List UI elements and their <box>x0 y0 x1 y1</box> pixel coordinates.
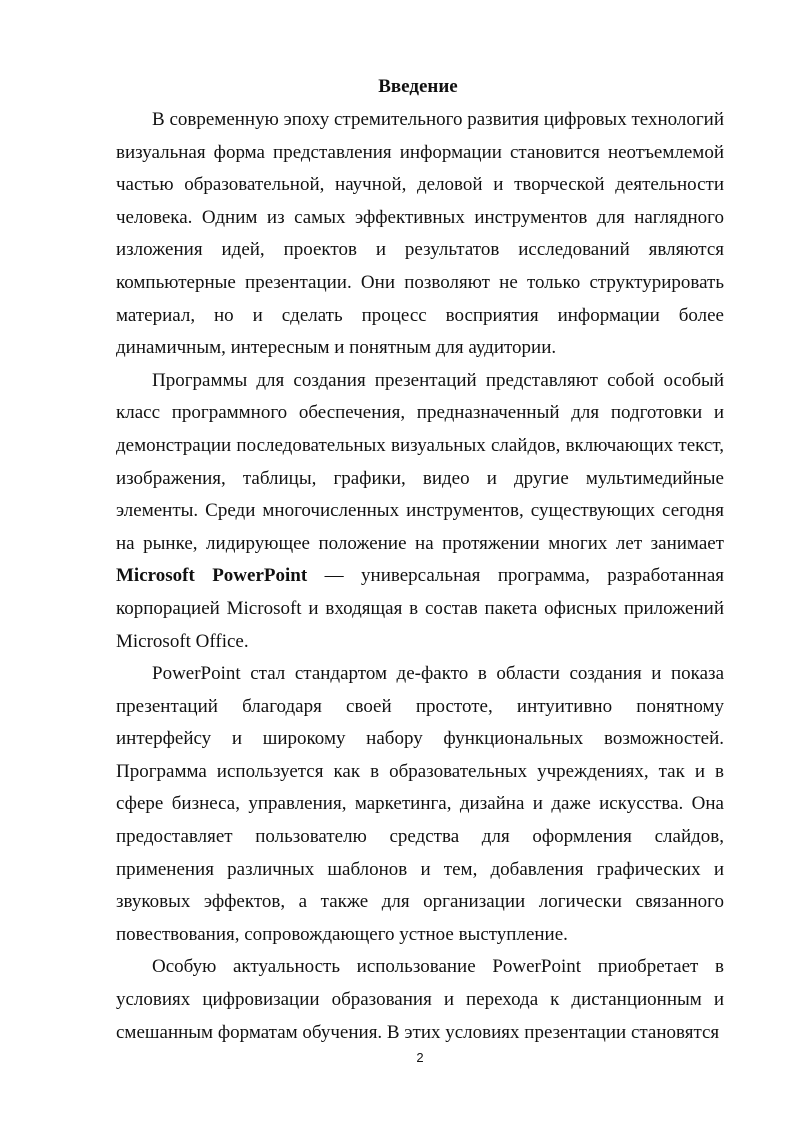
section-heading: Введение <box>378 76 458 97</box>
paragraph-2-text-before: Программы для создания презентаций представляют собой особый класс программного обеспечения, предназначенный для подготовки и демонстрации последовательных визуальных слайдов, включающих текст, изображения, таблицы, графики, видео и другие мультимедийные элементы. Среди многочисленных инструментов, существующих сегодня на рынке, лидирующее положение на протяжении многих лет занимает <box>116 369 724 554</box>
paragraph-1: В современную эпоху стремительного развития цифровых технологий визуальная форма представления информации становится неотъемлемой частью образовательной, научной, деловой и творческой деятельности человека. Одним из самых эффективных инструментов для наглядного изложения идей, проектов и результатов исследований являются компьютерные презентации. Они позволяют не только структурировать материал, но и сделать процесс восприятия информации более динамичным, интересным и понятным для аудитории. <box>116 109 724 359</box>
paragraph-2-text-after: — универсальная программа, разработанная корпорацией Microsoft и входящая в состав пакета офисных приложений Microsoft Office. <box>116 565 725 652</box>
paragraph-4: Особую актуальность использование PowerPoint приобретает в условиях цифровизации образования и перехода к дистанционным и смешанным форматам обучения. В этих условиях презентации становятся <box>116 956 724 1043</box>
page-number: 2 <box>416 1050 424 1065</box>
body-text <box>116 104 724 1049</box>
paragraph-3: PowerPoint стал стандартом де-факто в области создания и показа презентаций благодаря своей простоте, интуитивно понятному интерфейсу и широкому набору функциональных возможностей. Программа используется как в образовательных учреждениях, так и в сфере бизнеса, управления, маркетинга, дизайна и даже искусства. Она предоставляет пользователю средства для оформления слайдов, применения различных шаблонов и тем, добавления графических и звуковых эффектов, а также для организации логически связанного повествования, сопровождающего устное выступление. <box>116 663 724 945</box>
paragraph-2 <box>116 365 724 658</box>
product-name-bold: Microsoft PowerPoint <box>116 565 308 587</box>
